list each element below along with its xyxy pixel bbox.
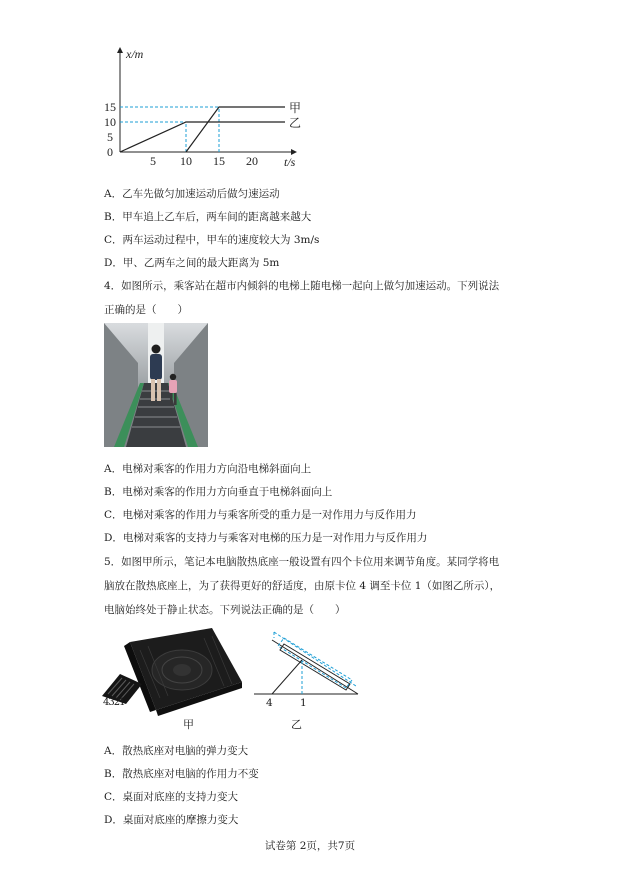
y-tick-label-3: 15 [104,100,116,114]
figure-yi-label-1: 1 [300,697,307,709]
x-tick-label-3: 15 [213,154,225,168]
q5-stem-line3: 电脑始终处于静止状态。下列说法正确的是（ ） [104,604,346,616]
series-label-1: 甲 [289,101,302,115]
q3-option-d: D．甲、乙两车之间的最大距离为 5m [104,257,280,269]
q5-option-c: C．桌面对底座的支持力变大 [104,791,239,803]
series-label-2: 乙 [289,116,302,130]
q4-option-c: C．电梯对乘客的作用力与乘客所受的重力是一对作用力与反作用力 [104,509,417,521]
q4-option-d: D．电梯对乘客的支持力与乘客对电梯的压力是一对作用力与反作用力 [104,532,428,544]
q3-option-a: A．乙车先做匀加速运动后做匀速运动 [104,188,280,200]
q3-option-c: C．两车运动过程中，甲车的速度较大为 3m/s [104,234,320,246]
figure-yi-label-4: 4 [266,697,273,709]
xt-graph [100,40,320,170]
x-tick-label-4: 20 [246,154,258,168]
q4-option-b: B．电梯对乘客的作用力方向垂直于电梯斜面向上 [104,486,333,498]
slot-labels: 4321 [103,697,125,708]
escalator-photo [104,323,208,447]
y-tick-label-2: 10 [104,115,116,129]
q4-stem-line1: 4．如图所示，乘客站在超市内倾斜的电梯上随电梯一起向上做匀加速运动。下列说法 [104,280,500,292]
y-axis-label: x/m [126,47,144,61]
x-tick-label-1: 5 [150,154,156,168]
figure-yi-caption: 乙 [291,718,302,731]
origin-label: 0 [107,145,113,159]
q3-option-b: B．甲车追上乙车后，两车间的距离越来越大 [104,211,312,223]
q5-option-b: B．散热底座对电脑的作用力不变 [104,768,259,780]
q5-stem-line2: 脑放在散热底座上，为了获得更好的舒适度，由原卡位 4 调至卡位 1（如图乙所示）， [104,580,501,592]
q5-option-d: D．桌面对底座的摩擦力变大 [104,814,239,826]
page-footer: 试卷第 2页，共7页 [264,840,356,852]
q4-option-a: A．电梯对乘客的作用力方向沿电梯斜面向上 [104,463,312,475]
series-line-2 [120,122,285,152]
q4-stem-line2: 正确的是（ ） [104,304,188,316]
x-tick-label-2: 10 [180,154,192,168]
x-axis-label: t/s [284,155,296,169]
q5-option-a: A．散热底座对电脑的弹力变大 [104,745,249,757]
q5-stem-line1: 5．如图甲所示，笔记本电脑散热底座一般设置有四个卡位用来调节角度。某同学将电 [104,556,500,568]
figure-jia-caption: 甲 [183,718,194,731]
series-line-1 [186,107,285,152]
y-tick-label-1: 5 [107,130,113,144]
